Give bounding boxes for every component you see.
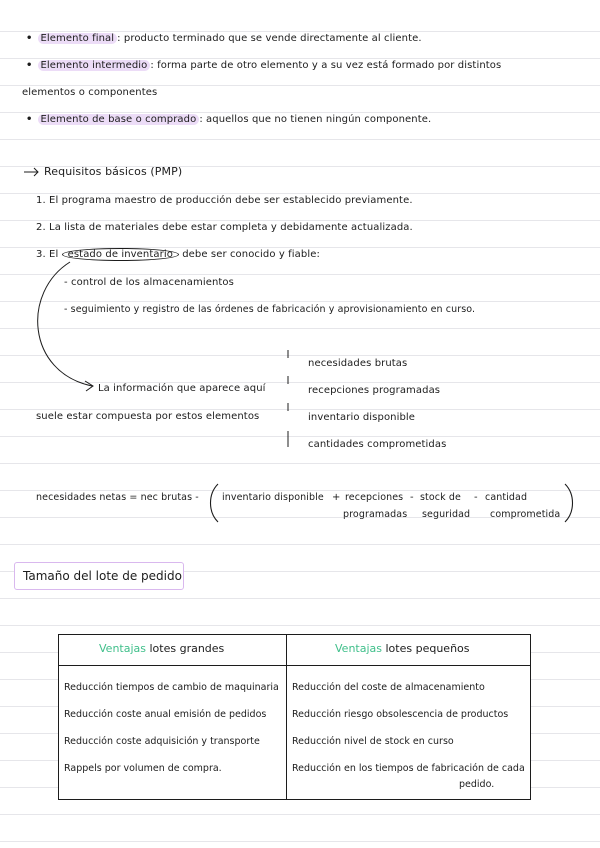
- requisito-item-2: [36, 221, 413, 235]
- table-header-right: [335, 642, 470, 656]
- formula-minus-2: -: [474, 492, 478, 503]
- info-line-1: La información que aparece aquí: [98, 383, 266, 394]
- formula-term-cantidad: cantidad: [485, 492, 528, 503]
- right-arrow-icon: [24, 168, 38, 176]
- requisitos-title: Requisitos básicos (PMP): [44, 165, 183, 178]
- table-cell-right-cont: pedido.: [459, 779, 495, 790]
- info-line-2: suele estar compuesta por estos elementos: [36, 411, 260, 422]
- circled-term: estado de inventario: [62, 248, 179, 261]
- requisito-num: 2.: [36, 222, 46, 233]
- bullet-desc: : producto terminado que se vende directamente al cliente.: [117, 33, 422, 44]
- header-label: lotes pequeños: [385, 642, 470, 655]
- bullet-elemento-base: [26, 113, 431, 127]
- requisito-item-3: [36, 248, 320, 262]
- subitem-control: - control de los almacenamientos: [64, 277, 234, 288]
- table-header-divider: [59, 665, 530, 666]
- formula-term-programadas: programadas: [343, 509, 408, 520]
- bullet-term: Elemento final: [38, 33, 118, 44]
- table-cell-left: Reducción tiempos de cambio de maquinaria: [64, 682, 279, 693]
- table-cell-right: Reducción nivel de stock en curso: [292, 736, 454, 747]
- table-cell-left: Reducción coste anual emisión de pedidos: [64, 709, 267, 720]
- subitem-seguimiento: - seguimiento y registro de las órdenes de fabricación y aprovisionamiento en curso.: [64, 304, 476, 315]
- formula-term-stock: stock de: [420, 492, 461, 503]
- table-cell-right: Reducción del coste de almacenamiento: [292, 682, 485, 693]
- header-accent: Ventajas: [335, 642, 382, 655]
- table-cell-left: Rappels por volumen de compra.: [64, 763, 222, 774]
- table-header-left: [99, 642, 224, 656]
- table-cell-left: Reducción coste adquisición y transporte: [64, 736, 260, 747]
- bullet-desc: : aquellos que no tienen ningún componente.: [199, 114, 432, 125]
- requisito-num: 3.: [36, 249, 46, 260]
- bullet-dot: •: [26, 114, 33, 125]
- formula-term-comprometida: comprometida: [490, 509, 561, 520]
- bullet-term: Elemento de base o comprado: [38, 114, 200, 125]
- bullet-desc: : forma parte de otro elemento y a su vez está formado por distintos: [150, 60, 502, 71]
- bullet-dot: •: [26, 33, 33, 44]
- table-column-divider: [286, 635, 287, 799]
- formula-plus: +: [332, 492, 341, 503]
- formula-minus-1: -: [410, 492, 414, 503]
- bullet-term: Elemento intermedio: [38, 60, 151, 71]
- ventajas-table: [58, 634, 531, 800]
- element-cantidades: cantidades comprometidas: [308, 439, 447, 450]
- element-necesidades-brutas: necesidades brutas: [308, 358, 408, 369]
- requisito-text: La lista de materiales debe estar completa y debidamente actualizada.: [49, 222, 413, 233]
- section-title: Tamaño del lote de pedido: [14, 562, 184, 590]
- element-inventario: inventario disponible: [308, 412, 416, 423]
- formula-term-seguridad: seguridad: [422, 509, 471, 520]
- requisito-item-1: [36, 194, 413, 208]
- header-label: lotes grandes: [149, 642, 225, 655]
- formula-lhs: necesidades netas = nec brutas -: [36, 492, 199, 503]
- formula-term-recepciones: recepciones: [345, 492, 404, 503]
- header-accent: Ventajas: [99, 642, 146, 655]
- requisito-pre: El: [49, 249, 59, 260]
- bullet-continuation: elementos o componentes: [22, 87, 158, 98]
- formula-term-inventario: inventario disponible: [222, 492, 324, 503]
- table-cell-right: Reducción riesgo obsolescencia de productos: [292, 709, 509, 720]
- requisito-post: debe ser conocido y fiable:: [182, 249, 320, 260]
- bullet-dot: •: [26, 60, 33, 71]
- requisito-num: 1.: [36, 195, 46, 206]
- bullet-elemento-intermedio: [26, 59, 501, 73]
- table-cell-right: Reducción en los tiempos de fabricación de cada: [292, 763, 525, 774]
- bullet-elemento-final: [26, 32, 422, 46]
- element-recepciones: recepciones programadas: [308, 385, 441, 396]
- requisito-text: El programa maestro de producción debe ser establecido previamente.: [49, 195, 413, 206]
